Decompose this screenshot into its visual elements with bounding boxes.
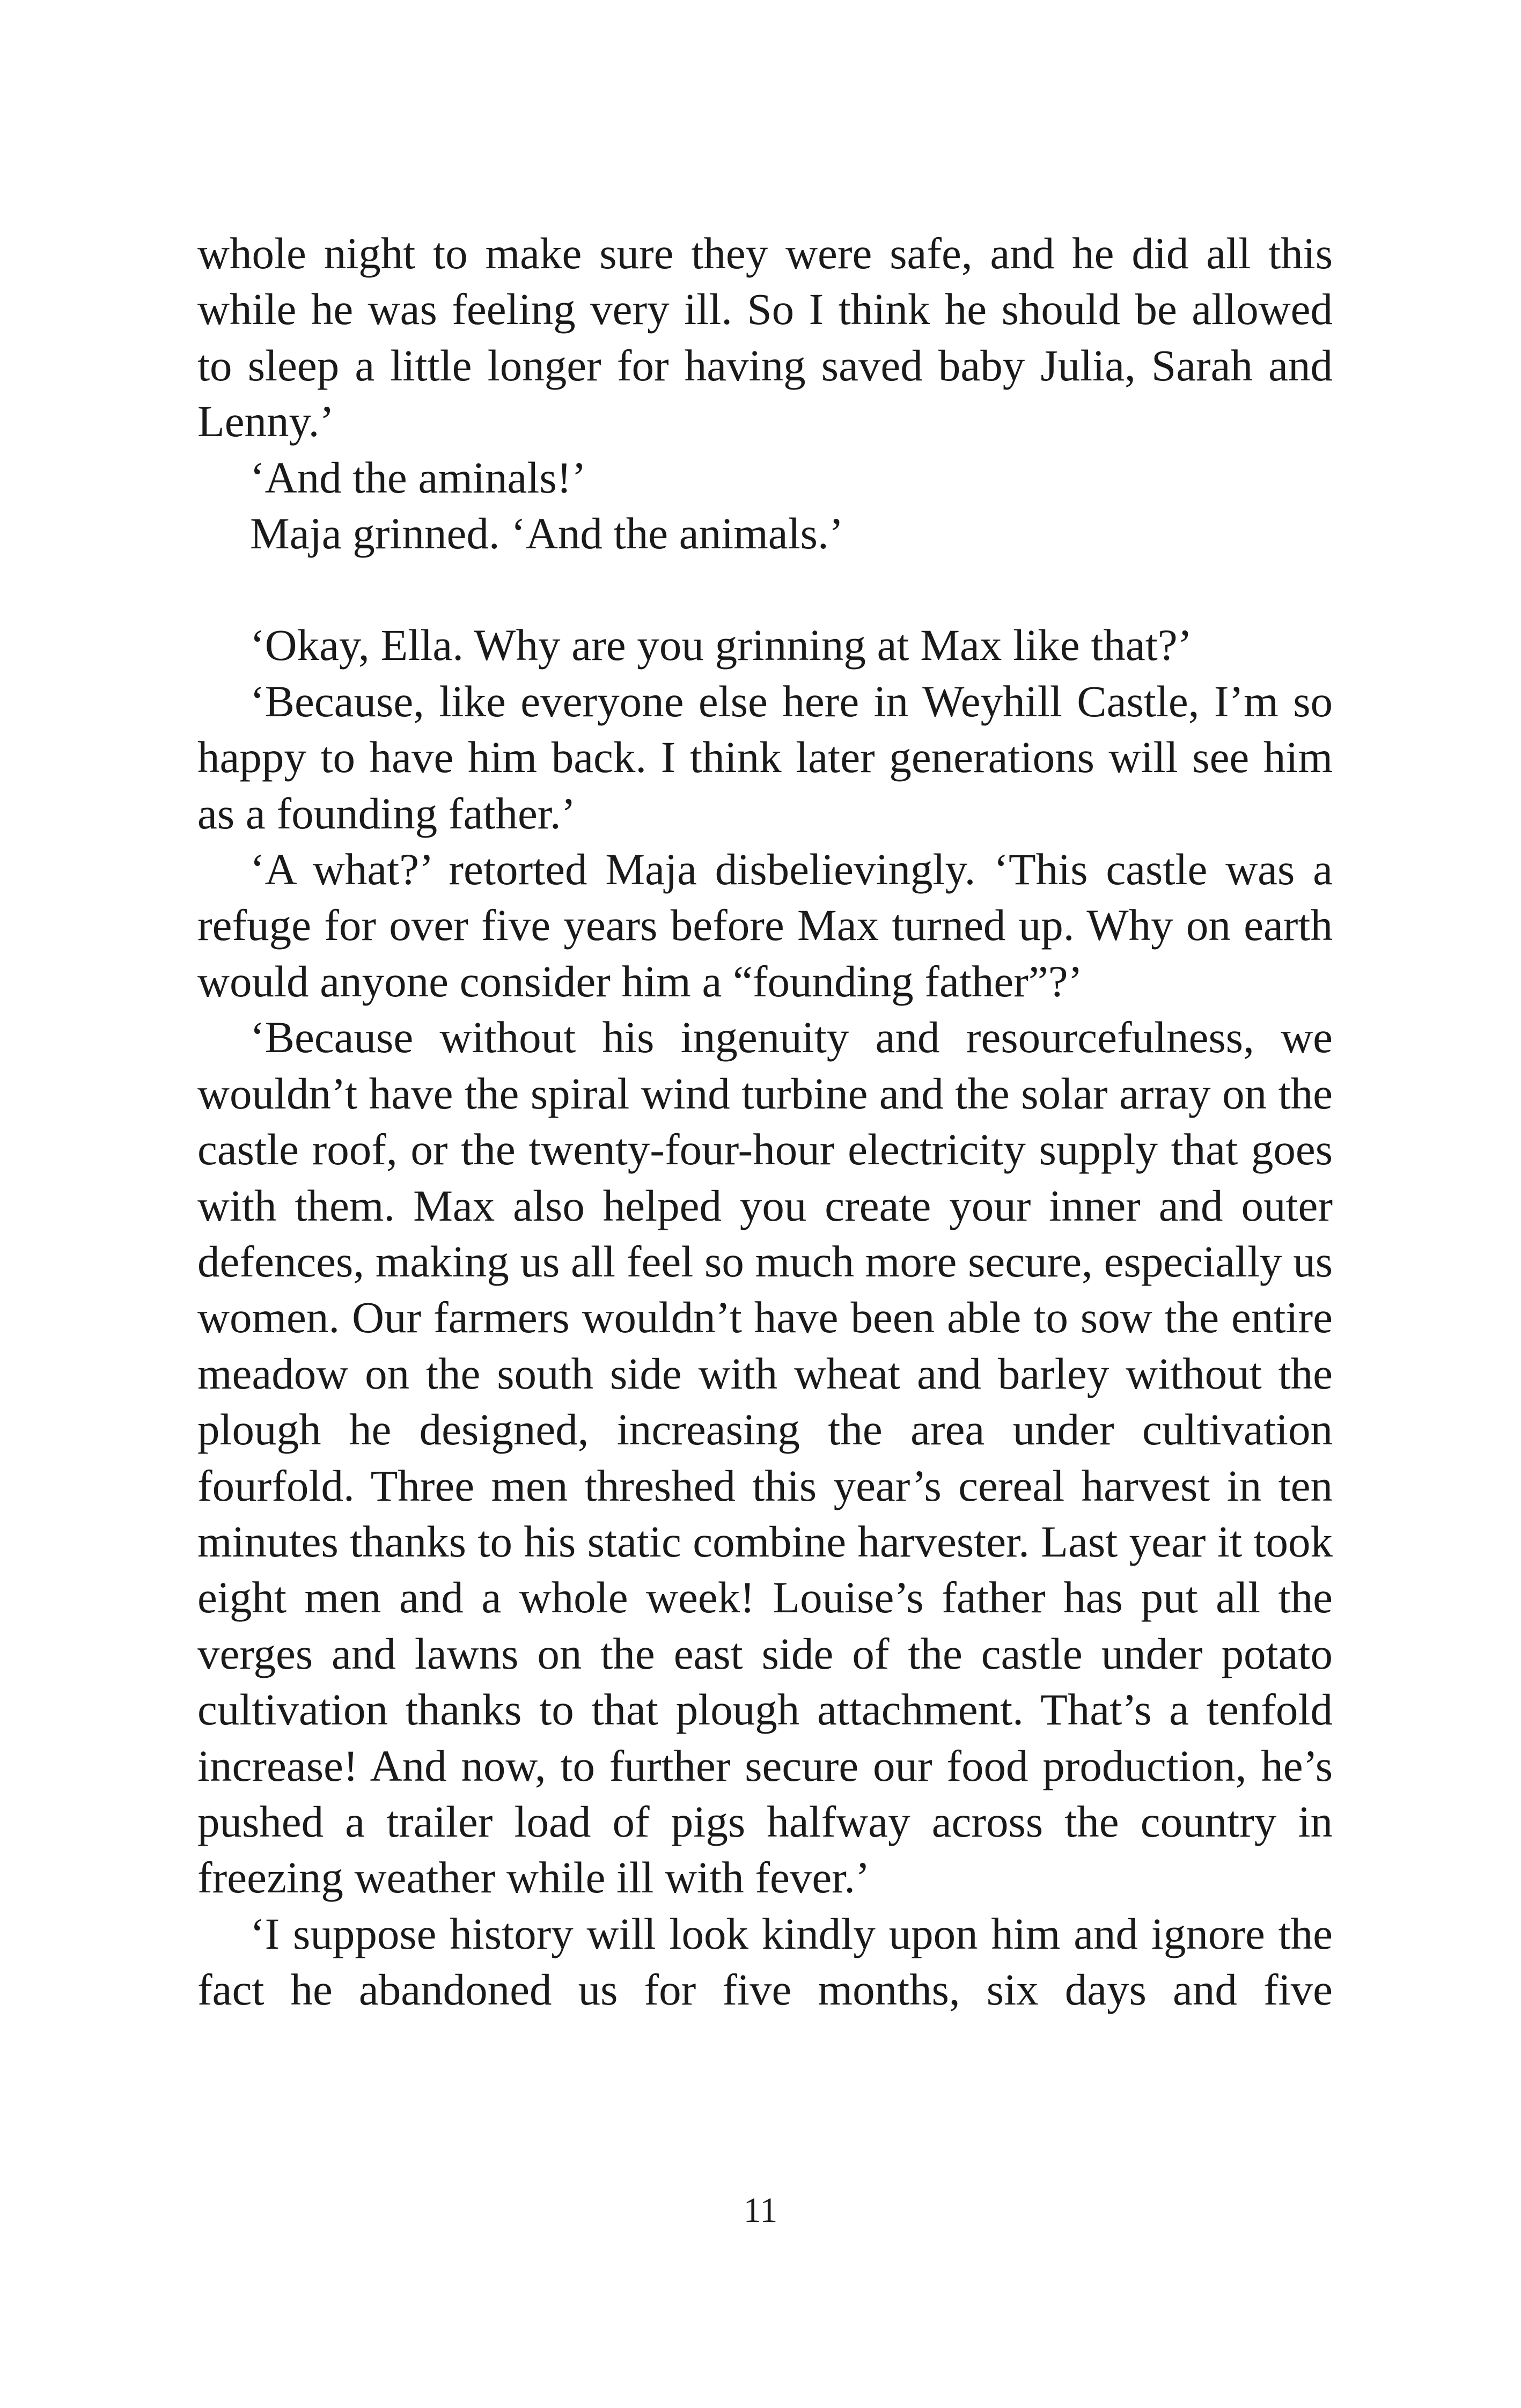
scene-break xyxy=(197,561,1333,617)
paragraph: Maja grinned. ‘And the animals.’ xyxy=(250,509,844,559)
paragraph: ‘Because, like everyone else here in Weyhill Castle, I’m so happy to have him back. I think later generations will see him as a founding father.’ xyxy=(197,676,1333,838)
paragraph: ‘A what?’ retorted Maja disbelievingly. ‘This castle was a refuge for over five years before Max turned up. Why on earth would anyone consider him a “founding father”?’ xyxy=(197,845,1333,1006)
paragraph-continuation: whole night to make sure they were safe, and he did all this while he was feeling very ill. So I think he should be allowed to sleep a little longer for having saved baby Julia, Sarah and Lenny.’ xyxy=(197,229,1333,446)
paragraph-last-line-continues: ‘I suppose history will look kindly upon him and ignore the fact he abandoned us for five months, six days and five xyxy=(197,1908,1333,2015)
paragraph: ‘Okay, Ella. Why are you grinning at Max like that?’ xyxy=(250,620,1193,670)
paragraph: ‘And the aminals!’ xyxy=(250,452,586,502)
body-text xyxy=(197,225,1333,2018)
page-number: 11 xyxy=(743,2191,778,2230)
paragraph: ‘Because without his ingenuity and resourcefulness, we wouldn’t have the spiral wind turbine and the solar array on the castle roof, or the twenty-four-hour electricity supply that goes with them. Max also helped you create your inner and outer defences, making us all feel so much more secure, especially us women. Our farmers wouldn’t have been able to sow the entire meadow on the south side with wheat and barley without the plough he designed, increasing the area under cultivation fourfold. Three men threshed this year’s cereal harvest in ten minutes thanks to his static combine harvester. Last year it took eight men and a whole week! Louise’s father has put all the verges and lawns on the east side of the castle under potato cultivation thanks to that plough attachment. That’s a tenfold increase! And now, to further secure our food production, he’s pushed a trailer load of pigs halfway across the country in freezing weather while ill with fever.’ xyxy=(197,1012,1333,1903)
